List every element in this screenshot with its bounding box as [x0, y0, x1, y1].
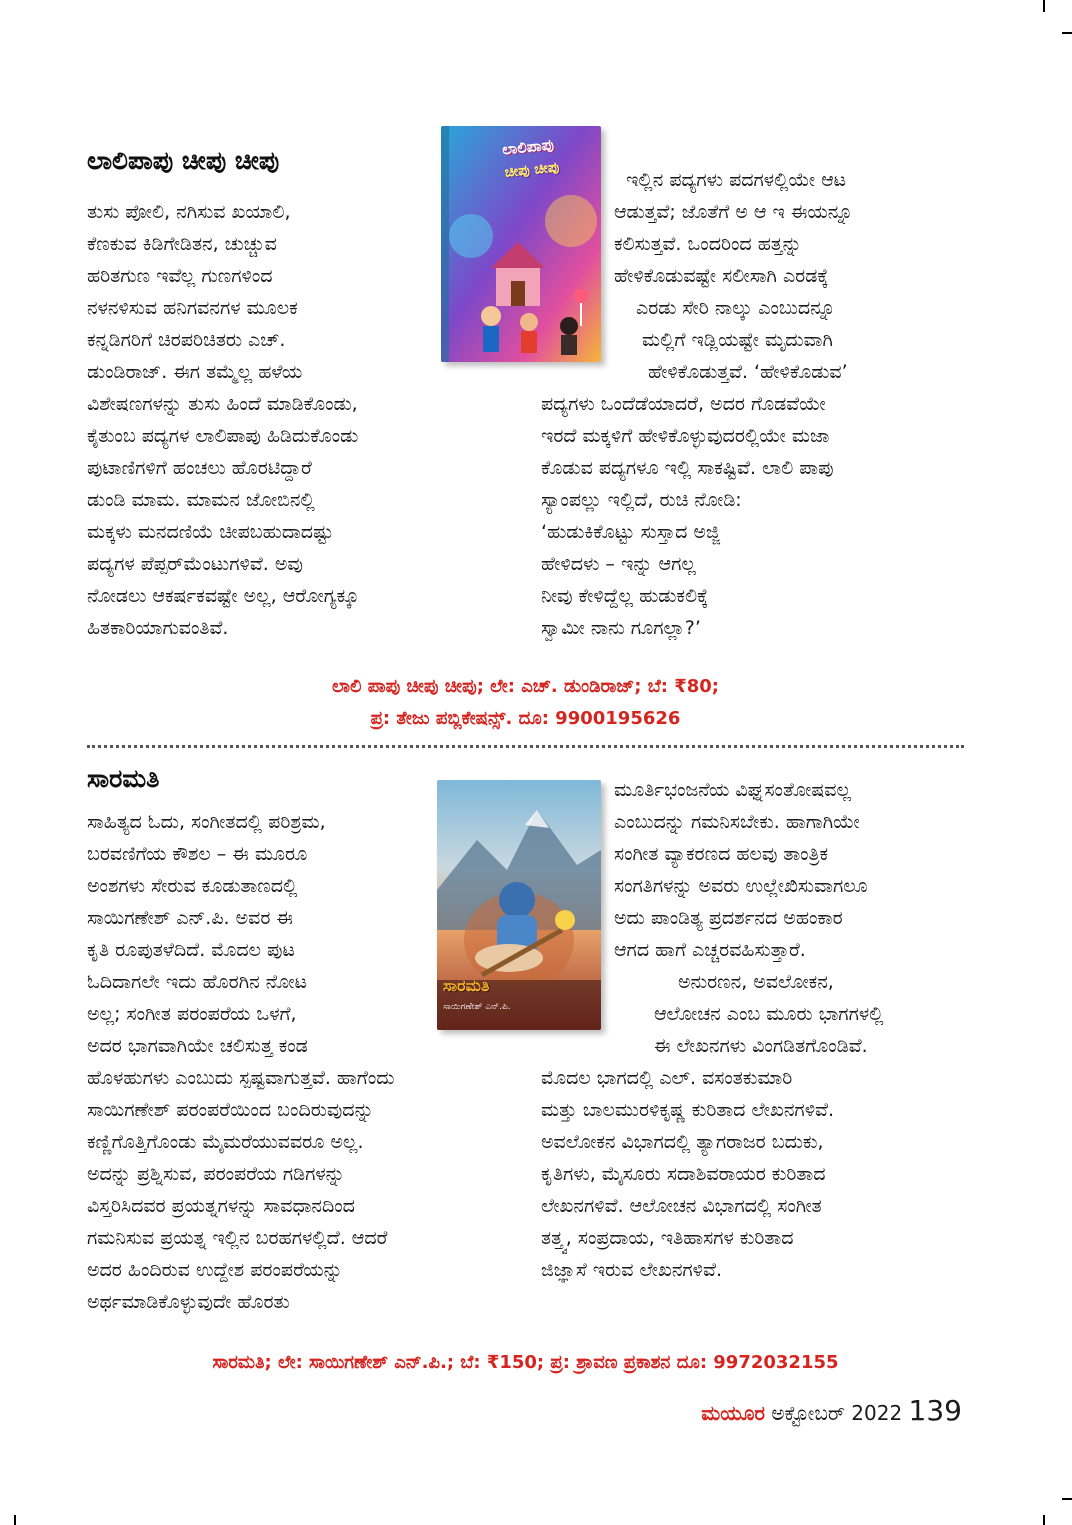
review2-left-column-wide	[87, 1062, 507, 1318]
review2-left-line-7: ಅಲ್ಲ; ಸಂಗೀತ ಪರಂಪರೆಯ ಒಳಗೆ,	[87, 1003, 297, 1025]
review1-right-line-15: ಸ್ವಾಮೀ ನಾನು ಗೂಗಲ್ಲಾ?’	[541, 617, 701, 639]
crop-mark-right-upper	[1062, 32, 1072, 34]
review1-right-column-narrow	[614, 164, 964, 388]
review1-credit-line-2: ಪ್ರ: ತೇಜು ಪಬ್ಲಿಕೇಷನ್ಸ್. ದೂ: 9900195626	[370, 708, 681, 729]
review1-title: ಲಾಲಿಪಾಪು ಚೀಪು ಚೀಪು	[87, 146, 280, 175]
review1-right-line-9: ಇರದೆ ಮಕ್ಕಳಿಗೆ ಹೇಳಿಕೊಳ್ಳುವುದರಲ್ಲಿಯೇ ಮಜಾ	[541, 425, 830, 447]
page-footer	[701, 1394, 962, 1427]
review1-right-line-11: ಸ್ಯಾಂಪಲ್ಲು ಇಲ್ಲಿದೆ, ರುಚಿ ನೋಡಿ:	[541, 489, 742, 511]
review1-left-line-7: ವಿಶೇಷಣಗಳನ್ನು ತುಸು ಹಿಂದೆ ಮಾಡಿಕೊಂಡು,	[87, 393, 358, 415]
review1-right-line-1: ಇಲ್ಲಿನ ಪದ್ಯಗಳು ಪದಗಳಲ್ಲಿಯೇ ಆಟ	[626, 169, 847, 191]
review2-left-line-16: ಅರ್ಥಮಾಡಿಕೊಳ್ಳುವುದೇ ಹೊರತು	[87, 1291, 290, 1313]
review2-left-line-13: ವಿಸ್ತರಿಸಿದವರ ಪ್ರಯತ್ನಗಳನ್ನು ಸಾವಧಾನದಿಂದ	[87, 1195, 355, 1217]
crop-mark-top-right	[1043, 0, 1045, 12]
review2-left-line-3: ಅಂಶಗಳು ಸೇರುವ ಕೂಡುತಾಣದಲ್ಲಿ	[87, 875, 298, 897]
review1-right-line-13: ಹೇಳಿದಳು – ಇನ್ನು ಆಗಲ್ಲ	[541, 553, 696, 575]
review2-left-line-11: ಕಣ್ಣಿಗೊತ್ತಿಗೊಂಡು ಮೈಮರೆಯುವವರೂ ಅಲ್ಲ.	[87, 1131, 364, 1153]
review2-left-line-1: ಸಾಹಿತ್ಯದ ಓದು, ಸಂಗೀತದಲ್ಲಿ ಪರಿಶ್ರಮ,	[87, 811, 326, 833]
review1-left-line-1: ತುಸು ಪೋಲಿ, ನಗಿಸುವ ಖಯಾಲಿ,	[87, 201, 291, 223]
review1-right-line-3: ಕಲಿಸುತ್ತವೆ. ಒಂದರಿಂದ ಹತ್ತನ್ನು	[614, 233, 802, 255]
review2-right-line-4: ಸಂಗತಿಗಳನ್ನು ಅವರು ಉಲ್ಲೇಖಿಸುವಾಗಲೂ	[614, 875, 868, 897]
section-divider	[87, 745, 964, 748]
review2-left-line-8: ಅದರ ಭಾಗವಾಗಿಯೇ ಚಲಿಸುತ್ತ ಕಂಡ	[87, 1035, 308, 1057]
review2-left-line-12: ಅದನ್ನು ಪ್ರಶ್ನಿಸುವ, ಪರಂಪರೆಯ ಗಡಿಗಳನ್ನು	[87, 1163, 345, 1185]
review1-left-line-13: ನೋಡಲು ಆಕರ್ಷಕವಷ್ಟೇ ಅಲ್ಲ, ಆರೋಗ್ಯಕ್ಕೂ	[87, 585, 360, 607]
review1-right-line-5: ಎರಡು ಸೇರಿ ನಾಲ್ಕು ಎಂಬುದನ್ನೂ	[636, 297, 836, 319]
review1-left-line-11: ಮಕ್ಕಳು ಮನದಣಿಯೆ ಚೀಪಬಹುದಾದಷ್ಟು	[87, 521, 334, 543]
review2-credit: ಸಾರಮತಿ; ಲೇ: ಸಾಯಿಗಣೇಶ್ ಎನ್.ಪಿ.; ಬೆ: ₹150; ಪ್ರ: ಶ್ರಾವಣ ಪ್ರಕಾಶನ ದೂ: 9972032155	[212, 1352, 839, 1373]
review2-right-line-11: ಮತ್ತು ಬಾಲಮುರಳಿಕೃಷ್ಣ ಕುರಿತಾದ ಲೇಖನಗಳಿವೆ.	[541, 1099, 835, 1121]
review2-book-cover	[437, 780, 601, 1030]
review1-credit-line-1: ಲಾಲಿ ಪಾಪು ಚೀಪು ಚೀಪು; ಲೇ: ಎಚ್. ಡುಂಡಿರಾಜ್; ಬೆ: ₹80;	[332, 676, 719, 697]
review1-left-line-6: ಡುಂಡಿರಾಜ್. ಈಗ ತಮ್ಮೆಲ್ಲ ಹಳೆಯ	[87, 361, 303, 383]
review2-right-line-6: ಆಗದ ಹಾಗೆ ಎಚ್ಚರವಹಿಸುತ್ತಾರೆ.	[614, 939, 806, 961]
review1-right-line-8: ಪದ್ಯಗಳು ಒಂದೆಡೆಯಾದರೆ, ಅದರ ಗೊಡವೆಯೇ	[541, 393, 826, 415]
review2-right-line-2: ಎಂಬುದನ್ನು ಗಮನಿಸಬೇಕು. ಹಾಗಾಗಿಯೇ	[614, 811, 860, 833]
review1-left-line-14: ಹಿತಕಾರಿಯಾಗುವಂತಿವೆ.	[87, 617, 229, 639]
review2-right-line-14: ಲೇಖನಗಳಿವೆ. ಆಲೋಚನ ವಿಭಾಗದಲ್ಲಿ ಸಂಗೀತ	[541, 1195, 822, 1217]
review1-right-line-6: ಮಲ್ಲಿಗೆ ಇಡ್ಲಿಯಷ್ಟೇ ಮೃದುವಾಗಿ	[642, 329, 833, 351]
review1-left-column	[87, 196, 429, 388]
magazine-name: ಮಯೂರ	[701, 1401, 766, 1425]
review1-left-column-wide	[87, 388, 507, 644]
review2-right-line-3: ಸಂಗೀತ ವ್ಯಾಕರಣದ ಹಲವು ತಾಂತ್ರಿಕ	[614, 843, 829, 865]
review2-right-line-7: ಅನುರಣನ, ಅವಲೋಕನ,	[678, 971, 834, 993]
review2-right-column-wide	[541, 1062, 964, 1286]
review1-right-line-4: ಹೇಳಿಕೊಡುವಷ್ಟೇ ಸಲೀಸಾಗಿ ಎರಡಕ್ಕೆ	[614, 265, 829, 287]
review2-right-line-1: ಮೂರ್ತಿಭಂಜನೆಯ ವಿಘ್ನಸಂತೋಷವಲ್ಲ	[614, 779, 852, 801]
review1-book-cover	[441, 126, 601, 362]
crop-mark-bottom-right	[1043, 1515, 1045, 1525]
review1-right-line-14: ನೀವು ಕೇಳಿದ್ದೆಲ್ಲ ಹುಡುಕಲಿಕ್ಕೆ	[541, 585, 709, 607]
review1-cover-title-top: ಲಾಲಿಪಾಪು	[501, 135, 555, 159]
review1-right-line-10: ಕೊಡುವ ಪದ್ಯಗಳೂ ಇಲ್ಲಿ ಸಾಕಷ್ಟಿವೆ. ಲಾಲಿ ಪಾಪು	[541, 457, 834, 479]
review1-cover-title-bottom: ಚೀಪು ಚೀಪು	[504, 159, 560, 181]
review2-right-line-12: ಅವಲೋಕನ ವಿಭಾಗದಲ್ಲಿ ತ್ಯಾಗರಾಜರ ಬದುಕು,	[541, 1131, 824, 1153]
review2-left-line-9: ಹೊಳಹುಗಳು ಎಂಬುದು ಸ್ಪಷ್ಟವಾಗುತ್ತವೆ. ಹಾಗೆಂದು	[87, 1067, 395, 1089]
crop-mark-right-lower	[1062, 1498, 1072, 1500]
issue-year: 2022	[851, 1401, 903, 1425]
review2-right-column-narrow	[614, 774, 964, 1062]
review1-left-line-4: ನಳನಳಿಸುವ ಹನಿಗವನಗಳ ಮೂಲಕ	[87, 297, 298, 319]
review2-title: ಸಾರಮತಿ	[87, 764, 160, 793]
review1-left-line-9: ಪುಟಾಣಿಗಳಿಗೆ ಹಂಚಲು ಹೊರಟಿದ್ದಾರೆ	[87, 457, 312, 479]
review1-left-line-3: ಹರಿತಗುಣ ಇವೆಲ್ಲ ಗುಣಗಳಿಂದ	[87, 265, 273, 287]
review2-left-line-5: ಕೃತಿ ರೂಪುತಳೆದಿದೆ. ಮೊದಲ ಪುಟ	[87, 939, 295, 961]
review1-left-line-8: ಕೈತುಂಬ ಪದ್ಯಗಳ ಲಾಲಿಪಾಪು ಹಿಡಿದುಕೊಂಡು	[87, 425, 359, 447]
review2-left-column	[87, 806, 417, 1062]
review2-right-line-10: ಮೊದಲ ಭಾಗದಲ್ಲಿ ಎಲ್. ವಸಂತಕುಮಾರಿ	[541, 1067, 793, 1089]
review2-cover-title: ಸಾರಮತಿ	[443, 976, 490, 995]
review2-right-line-15: ತತ್ತ್ವ, ಸಂಪ್ರದಾಯ, ಇತಿಹಾಸಗಳ ಕುರಿತಾದ	[541, 1227, 794, 1249]
review2-left-line-15: ಅದರ ಹಿಂದಿರುವ ಉದ್ದೇಶ ಪರಂಪರೆಯನ್ನು	[87, 1259, 343, 1281]
review1-left-line-10: ಡುಂಡಿ ಮಾಮ. ಮಾಮನ ಜೋಬಿನಲ್ಲಿ	[87, 489, 315, 511]
review2-right-line-9: ಈ ಲೇಖನಗಳು ವಿಂಗಡಿತಗೊಂಡಿವೆ.	[654, 1035, 868, 1057]
review1-left-line-12: ಪದ್ಯಗಳ ಪೆಪ್ಪರ್‌ಮೆಂಟುಗಳಿವೆ. ಅವು	[87, 553, 303, 575]
issue-month: ಅಕ್ಟೋಬರ್	[771, 1401, 845, 1425]
review2-left-line-6: ಓದಿದಾಗಲೇ ಇದು ಹೊರಗಿನ ನೋಟ	[87, 971, 308, 993]
review2-left-line-10: ಸಾಯಿಗಣೇಶ್ ಪರಂಪರೆಯಿಂದ ಬಂದಿರುವುದನ್ನು	[87, 1099, 374, 1121]
page-number: 139	[908, 1394, 962, 1427]
review2-right-line-16: ಜಿಜ್ಞಾಸೆ ಇರುವ ಲೇಖನಗಳಿವೆ.	[541, 1259, 723, 1281]
review2-right-line-13: ಕೃತಿಗಳು, ಮೈಸೂರು ಸದಾಶಿವರಾಯರ ಕುರಿತಾದ	[541, 1163, 826, 1185]
crop-mark-bottom-left	[14, 1515, 16, 1525]
review2-left-line-14: ಗಮನಿಸುವ ಪ್ರಯತ್ನ ಇಲ್ಲಿನ ಬರಹಗಳಲ್ಲಿದೆ. ಆದರೆ	[87, 1227, 388, 1249]
review1-right-column-wide	[541, 388, 964, 644]
review1-right-line-2: ಆಡುತ್ತವೆ; ಜೊತೆಗೆ ಅ ಆ ಇ ಈಯನ್ನೂ	[614, 201, 853, 223]
review1-right-line-12: ‘ಹುಡುಕಿಕೊಟ್ಟು ಸುಸ್ತಾದ ಅಜ್ಜಿ	[541, 521, 721, 543]
review1-left-line-2: ಕೆಣಕುವ ಕಿಡಿಗೇಡಿತನ, ಚುಚ್ಚುವ	[87, 233, 277, 255]
review1-left-line-5: ಕನ್ನಡಿಗರಿಗೆ ಚಿರಪರಿಚಿತರು ಎಚ್.	[87, 329, 286, 351]
review1-right-line-7: ಹೇಳಿಕೊಡುತ್ತವೆ. ‘ಹೇಳಿಕೊಡುವ’	[648, 361, 848, 383]
review2-right-line-8: ಆಲೋಚನ ಎಂಬ ಮೂರು ಭಾಗಗಳಲ್ಲಿ	[654, 1003, 884, 1025]
review2-right-line-5: ಅದು ಪಾಂಡಿತ್ಯ ಪ್ರದರ್ಶನದ ಅಹಂಕಾರ	[614, 907, 843, 929]
review2-cover-author: ಸಾಯಿಗಣೇಶ್ ಎನ್.ಪಿ.	[443, 1002, 511, 1012]
review2-left-line-2: ಬರವಣಿಗೆಯ ಕೌಶಲ – ಈ ಮೂರೂ	[87, 843, 308, 865]
review2-left-line-4: ಸಾಯಿಗಣೇಶ್ ಎನ್.ಪಿ. ಅವರ ಈ	[87, 907, 293, 929]
